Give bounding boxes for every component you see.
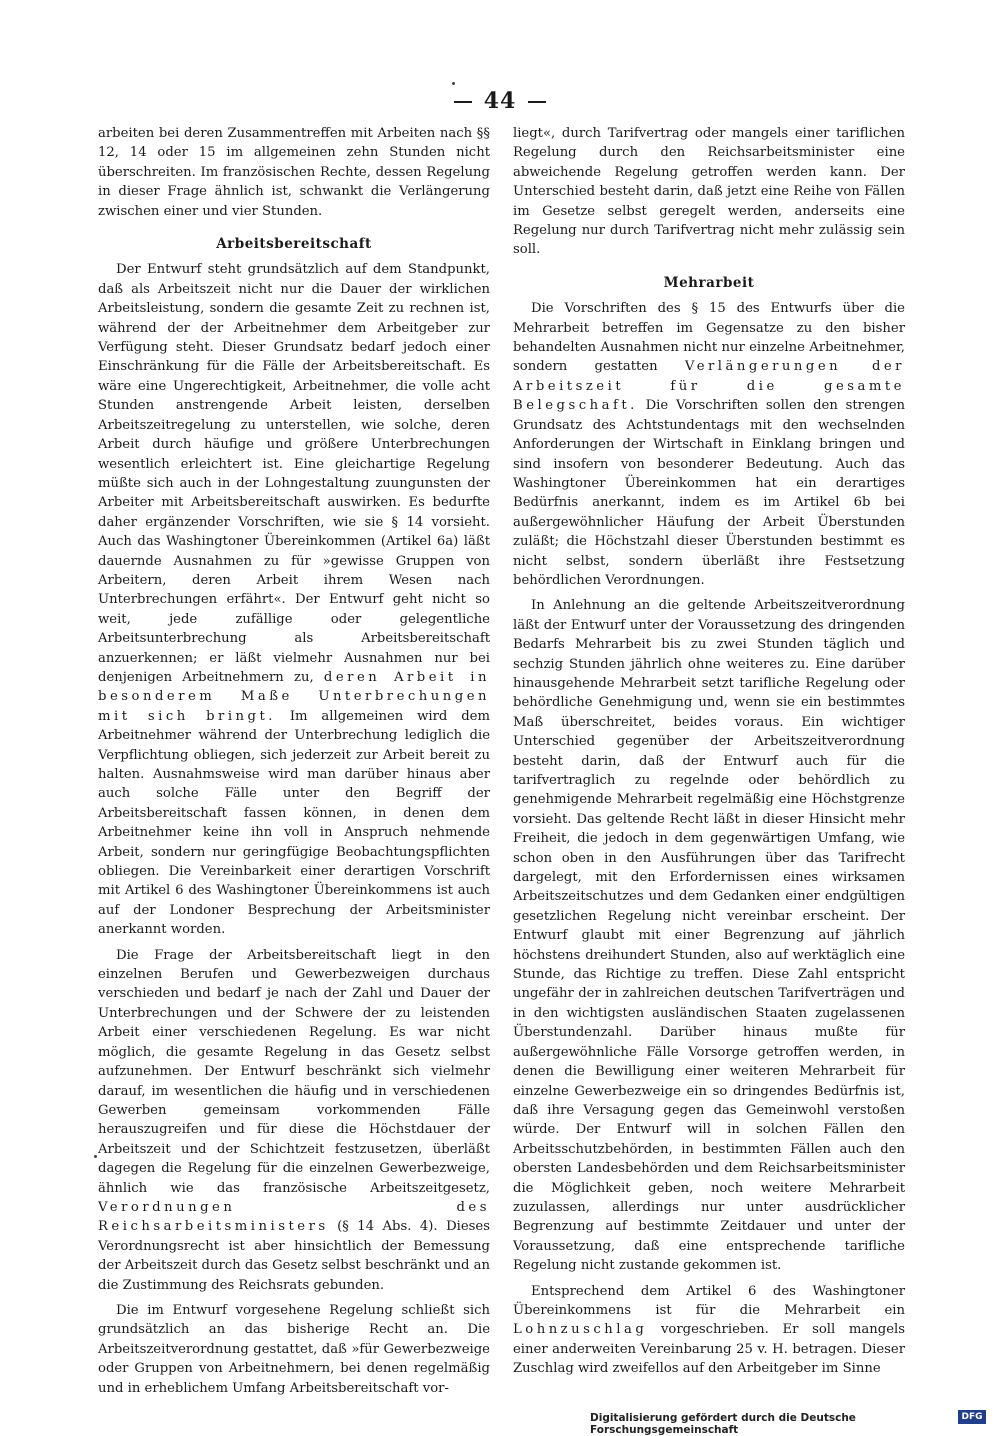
paragraph: Die im Entwurf vorgesehene Regelung schließt sich grundsätzlich an das bisherige Recht an. Die Arbeitszeitverordnung gestattet, daß »für Gewerbezweige oder Gruppen von Arbeitnehmern, bei denen regelmäßig und in erheblichem Umfang Arbeitsbereitschaft vor-	[98, 1302, 490, 1396]
section-heading-arbeitsbereitschaft: Arbeitsbereitschaft	[216, 236, 372, 253]
spaced-emphasis: deren Arbeit in besonderem Maße Unterbrechungen mit sich bringt.	[98, 669, 490, 724]
spaced-emphasis: Lohnzuschlag	[513, 1322, 648, 1338]
paragraph	[513, 1282, 905, 1379]
paragraph: liegt«, durch Tarifvertrag oder mangels einer tariflichen Regelung durch den Reichsarbeitsminister eine abweichende Regelung getroffen werden kann. Der Unterschied besteht darin, daß jetzt eine Reihe von Fällen im Gesetze selbst geregelt werden, anderseits eine Regelung nur durch Tarifvertrag nicht mehr zulässig sein soll.	[513, 126, 905, 258]
dash-right	[528, 101, 546, 103]
paragraph	[98, 946, 490, 1295]
paragraph	[98, 260, 490, 939]
page-number-header	[0, 88, 1000, 114]
text-run: Entsprechend dem Artikel 6 des Washingtoner Übereinkommens ist für die Mehrarbeit ein	[513, 1283, 905, 1318]
text-run: Die Vorschriften des § 15 des Entwurfs über die Mehrarbeit betreffen im Gegensatze zu den bisher behandelten Ausnahmen nicht nur einzelne Arbeitnehmer, sondern gestatten	[513, 301, 905, 375]
paragraph: arbeiten bei deren Zusammentreffen mit Arbeiten nach §§ 12, 14 oder 15 im allgemeinen zehn Stunden nicht überschreiten. Im französischen Rechte, dessen Regelung in dieser Frage ähnlich ist, schwankt die Verlängerung zwischen einer und vier Stunden.	[98, 126, 490, 219]
text-run: Im allgemeinen wird dem Arbeitnehmer während der Unterbrechung lediglich die Verpflichtung obliegen, sich jederzeit zur Arbeit bereit zu halten. Ausnahmsweise wird man darüber hinaus aber auch solche Fälle unter den Begriff der Arbeitsbereitschaft fassen können, in denen dem Arbeitnehmer keine ihn voll in Anspruch nehmende Arbeit, sondern nur geringfügige Beobachtungspflichten obliegen. Die Vereinbarkeit einer derartigen Vorschrift mit Artikel 6 des Washingtoner Übereinkommens ist auch auf der Londoner Besprechung der Arbeitsminister anerkannt worden.	[98, 708, 490, 938]
left-column	[98, 124, 490, 1404]
text-run: (§ 14 Abs. 4). Dieses Verordnungsrecht ist aber hinsichtlich der Bemessung der Arbeitszeit durch das Gesetz selbst beschränkt und an die Zustimmung des Reichsrats gebunden.	[98, 1219, 490, 1293]
print-speck	[452, 82, 455, 85]
page-number: 44	[483, 88, 517, 114]
dfg-logo: DFG	[958, 1410, 986, 1424]
digitization-credit: Digitalisierung gefördert durch die Deutsche Forschungsgemeinschaft	[590, 1412, 856, 1436]
right-column	[513, 124, 905, 1385]
text-run: Der Entwurf steht grundsätzlich auf dem Standpunkt, daß als Arbeitszeit nicht nur die Dauer der wirklichen Arbeitsleistung, sondern die gesamte Zeit zu rechnen ist, während der der Arbeitnehmer dem Arbeitgeber zur Verfügung steht. Dieser Grundsatz bedarf jedoch einer Einschränkung für die Fälle der Arbeitsbereitschaft. Es wäre eine Ungerechtigkeit, Arbeitnehmer, die volle acht Stunden anstrengende Arbeit leisten, derselben Arbeitszeitregelung zu unterstellen, wie solche, deren Arbeit durch häufige und größere Unterbrechungen wesentlich erleichtert ist. Eine gleichartige Regelung müßte sich auch in der Lohngestaltung zuungunsten der Arbeiter mit Arbeitsbereitschaft auswirken. Es bedurfte daher ergänzender Vorschriften, wie sie § 14 vorsieht. Auch das Washingtoner Übereinkommen (Artikel 6a) läßt dauernde Ausnahmen zu für »gewisse Gruppen von Arbeitern, deren Arbeit ihrem Wesen nach Unterbrechungen erfährt«. Der Entwurf geht nicht so weit, jede zufällige oder gelegentliche Arbeitsunterbrechung als Arbeitsbereitschaft anzuerkennen; er läßt vielmehr Ausnahmen nur bei denjenigen Arbeitnehmern zu,	[98, 262, 490, 685]
text-run: vorgeschrieben. Er soll mangels einer anderweiten Vereinbarung 25 v. H. betragen. Dieser Zuschlag wird zweifellos auf den Arbeitgeber im Sinne	[513, 1322, 905, 1377]
spaced-emphasis: Verlängerungen der Arbeitszeit für die gesamte Belegschaft.	[513, 359, 905, 414]
text-run: Die Vorschriften sollen den strengen Grundsatz des Achtstundentags mit den wechselnden Anforderungen der Wirtschaft in Einklang bringen und sind insofern von besonderer Bedeutung. Auch das Washingtoner Übereinkommen hat ein derartiges Bedürfnis anerkannt, indem es im Artikel 6b bei außergewöhnlicher Häufung der Arbeit Überstunden zuläßt; die Höchstzahl dieser Überstunden bestimmt es nicht selbst, sondern überläßt ihre Festsetzung behördlichen Verordnungen.	[513, 398, 905, 588]
dash-left	[454, 101, 472, 103]
text-run: Die Frage der Arbeitsbereitschaft liegt in den einzelnen Berufen und Gewerbezweigen durchaus verschieden und bedarf je nach der Zahl und Dauer der Unterbrechungen und der Schwere der zu leistenden Arbeit einer verschiedenen Regelung. Es war nicht möglich, die gesamte Regelung in das Gesetz selbst aufzunehmen. Der Entwurf beschränkt sich vielmehr darauf, im wesentlichen die häufig und in verschiedenen Gewerben gemeinsam vorkommenden Fälle herauszugreifen und für diese die Höchstdauer der Arbeitszeit und der Schichtzeit festzusetzen, überläßt dagegen die Regelung für die einzelnen Gewerbezweige, ähnlich wie das französische Arbeitszeitgesetz,	[98, 947, 490, 1196]
section-heading-mehrarbeit: Mehrarbeit	[663, 274, 755, 291]
paragraph: In Anlehnung an die geltende Arbeitszeitverordnung läßt der Entwurf unter der Voraussetzung des dringenden Bedarfs Mehrarbeit bis zu zwei Stunden täglich und sechzig Stunden jährlich ohne weiteres zu. Eine darüber hinausgehende Mehrarbeit setzt tarifliche Regelung oder behördliche Genehmigung und, wenn sie ein bestimmtes Maß überschreitet, beides voraus. Ein wichtiger Unterschied gegenüber der Arbeitszeitverordnung besteht darin, daß der Entwurf auch für die tarifvertraglich zu regelnde oder behördlich zu genehmigende Mehrarbeit regelmäßig eine Höchstgrenze vorsieht. Das geltende Recht läßt in dieser Hinsicht mehr Freiheit, die jedoch in dem gegenwärtigen Umfang, wie schon oben in den Ausführungen über das Tarifrecht dargelegt, mit den Erfordernissen eines wirksamen Arbeitszeitschutzes und dem Gedanken einer endgültigen gesetzlichen Regelung nicht vereinbar erscheint. Der Entwurf glaubt mit einer Begrenzung auf jährlich höchstens dreihundert Stunden, also auf werktäglich eine Stunde, das Richtige zu treffen. Diese Zahl entspricht ungefähr der in zahlreichen deutschen Tarifverträgen und in den wichtigsten ausländischen Staaten zugelassenen Überstundenzahl. Darüber hinaus mußte für außergewöhnliche Fälle Vorsorge getroffen werden, in denen die Bewilligung einer weiteren Mehrarbeit für einzelne Gewerbezweige ein so dringendes Bedürfnis ist, daß ihre Versagung gegen das Gemeinwohl verstoßen würde. Der Entwurf will in solchen Fällen den Arbeitsschutzbehörden, in bestimmten Fällen auch den obersten Landesbehörden und dem Reichsarbeitsminister die Möglichkeit geben, noch weitere Mehrarbeit zuzulassen, allerdings nur unter ausdrücklicher Begrenzung auf bestimmte Zeitdauer und unter der Voraussetzung, daß eine entsprechende tarifliche Regelung nicht zustande gekommen ist.	[513, 598, 905, 1274]
print-speck	[94, 1155, 97, 1158]
spaced-emphasis: Verordnungen des Reichsarbeitsministers	[98, 1199, 490, 1235]
paragraph	[513, 299, 905, 590]
